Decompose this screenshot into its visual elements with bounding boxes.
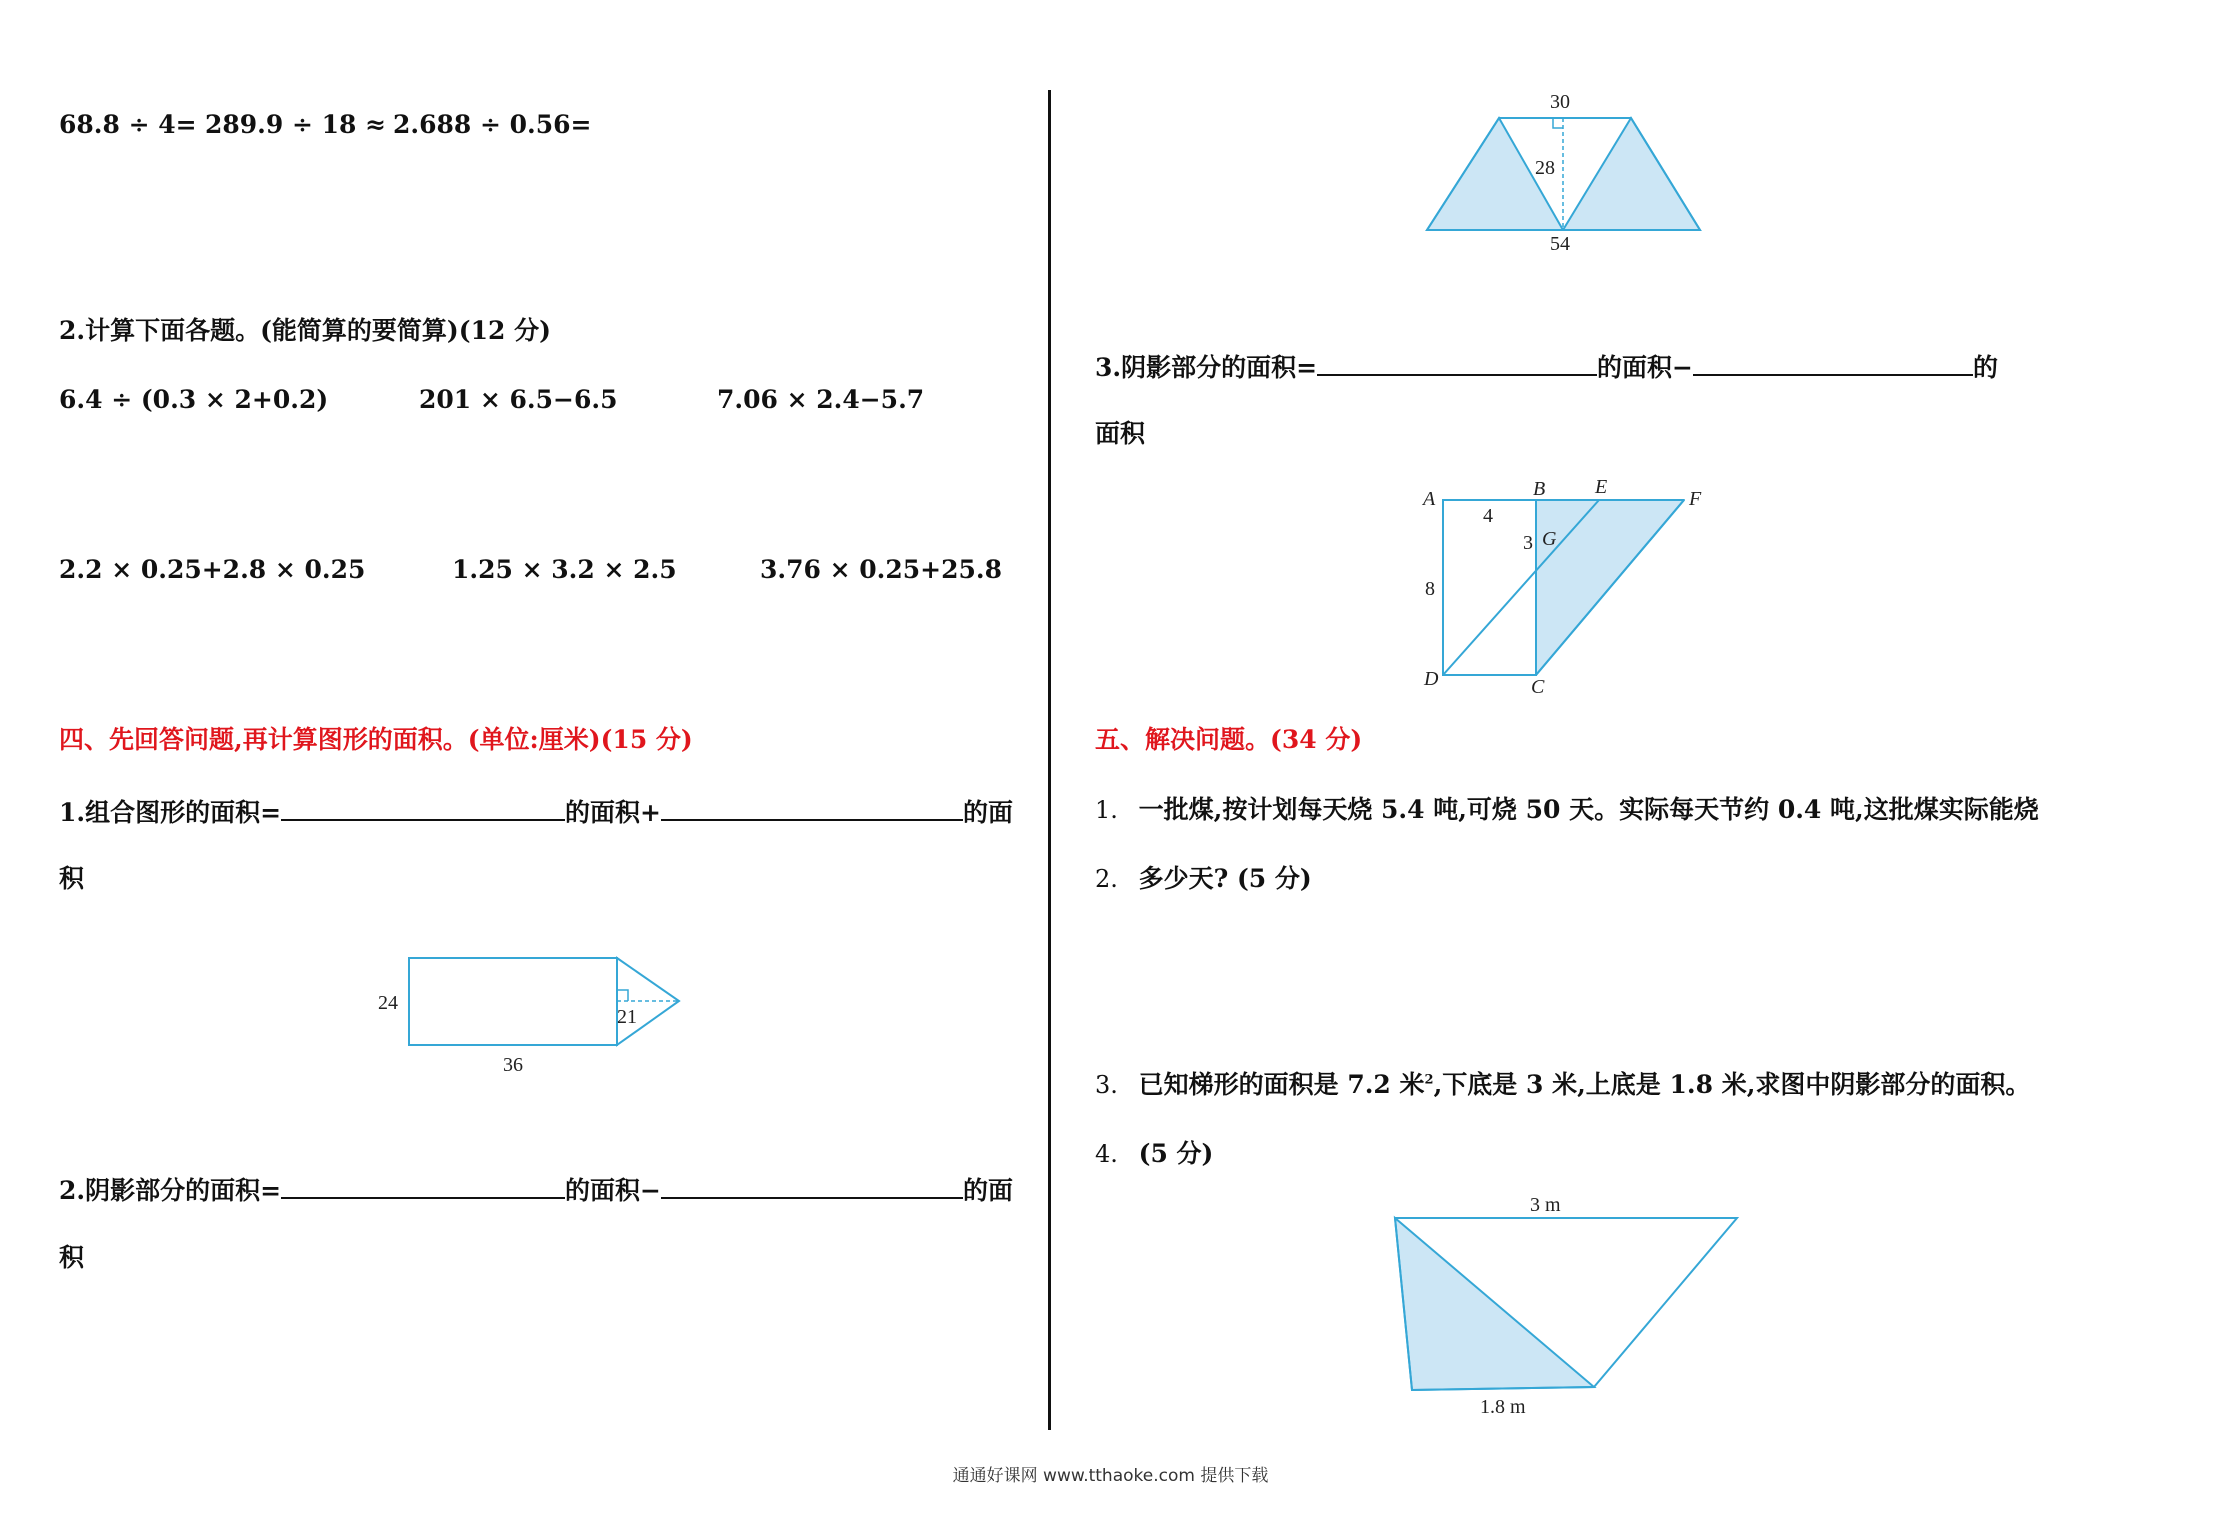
fig1-label-triangle-height: 21 bbox=[617, 1006, 637, 1028]
division-1: 68.8 ÷ 4= bbox=[59, 110, 197, 139]
trap-label-top: 30 bbox=[1550, 91, 1570, 113]
division-3: 2.688 ÷ 0.56= bbox=[393, 110, 592, 139]
section-5-title: 五、解决问题。(34 分) bbox=[1095, 725, 1363, 754]
q2-expr-1: 6.4 ÷ (0.3 × 2+0.2) bbox=[59, 385, 329, 414]
section-4-title: 四、先回答问题,再计算图形的面积。(单位:厘米)(15 分) bbox=[59, 725, 693, 754]
label-b: B bbox=[1533, 478, 1546, 500]
trap-label-height: 28 bbox=[1535, 157, 1555, 179]
q4-2-suffix: 的面 bbox=[963, 1176, 1014, 1205]
problem-3 bbox=[1095, 1072, 2030, 1097]
problem-3-text: 已知梯形的面积是 7.2 米 bbox=[1138, 1070, 1425, 1099]
label-ab-length: 4 bbox=[1483, 505, 1493, 527]
q2-expr-2: 201 × 6.5−6.5 bbox=[419, 385, 618, 414]
label-e: E bbox=[1595, 476, 1608, 498]
label-g: G bbox=[1542, 528, 1557, 550]
label-f: F bbox=[1689, 488, 1702, 510]
problem-3-num: 3. bbox=[1095, 1071, 1118, 1099]
label-c: C bbox=[1531, 676, 1545, 698]
trap-label-bottom: 54 bbox=[1550, 233, 1570, 255]
q4-2-blank-1[interactable] bbox=[281, 1175, 565, 1199]
q4-1-middle: 的面积+ bbox=[565, 798, 661, 827]
fig1-rectangle bbox=[409, 958, 617, 1045]
q4-3-blank-2[interactable] bbox=[1693, 352, 1973, 376]
q4-1-line bbox=[59, 797, 1013, 825]
problem-2-num: 2. bbox=[1095, 865, 1118, 893]
q4-1-wrap: 积 bbox=[59, 864, 85, 893]
fig1-label-width: 36 bbox=[503, 1054, 523, 1076]
fig1-label-height: 24 bbox=[378, 992, 398, 1014]
q4-3-prefix: 3.阴影部分的面积= bbox=[1095, 353, 1318, 382]
q4-2-middle: 的面积− bbox=[565, 1176, 661, 1205]
problem-1 bbox=[1095, 797, 2039, 822]
label-bg-length: 3 bbox=[1523, 532, 1533, 554]
q2-expr-5: 1.25 × 3.2 × 2.5 bbox=[452, 555, 677, 584]
q2-expr-6: 3.76 × 0.25+25.8 bbox=[760, 555, 1002, 584]
q4-3-suffix: 的 bbox=[1973, 353, 1999, 382]
trap-right-angle bbox=[1553, 118, 1563, 128]
label-ad-length: 8 bbox=[1425, 578, 1435, 600]
q4-1-blank-2[interactable] bbox=[661, 797, 963, 821]
problem-1-text: 一批煤,按计划每天烧 5.4 吨,可烧 50 天。实际每天节约 0.4 吨,这批煤实际能烧 bbox=[1138, 795, 2039, 824]
footer: 通通好课网 www.tthaoke.com 提供下载 bbox=[952, 1466, 1269, 1486]
trap2-label-top: 3 m bbox=[1530, 1194, 1561, 1216]
q4-1-suffix: 的面 bbox=[963, 798, 1014, 827]
q4-2-wrap: 积 bbox=[59, 1243, 85, 1272]
trap2-label-bottom: 1.8 m bbox=[1480, 1396, 1526, 1418]
q2-expr-3: 7.06 × 2.4−5.7 bbox=[717, 385, 925, 414]
fig1-right-angle-mark bbox=[617, 990, 628, 1001]
q4-3-middle: 的面积− bbox=[1597, 353, 1693, 382]
q4-2-blank-2[interactable] bbox=[661, 1175, 963, 1199]
label-d: D bbox=[1424, 668, 1439, 690]
q2-title: 2.计算下面各题。(能简算的要简算)(12 分) bbox=[59, 316, 551, 345]
q4-3-line bbox=[1095, 352, 1998, 380]
composite-figure bbox=[360, 940, 700, 1080]
division-2: 289.9 ÷ 18 ≈ bbox=[205, 110, 387, 139]
q4-1-prefix: 1.组合图形的面积= bbox=[59, 798, 282, 827]
column-divider bbox=[1048, 90, 1051, 1430]
problem-3-sup: 2 bbox=[1424, 1072, 1434, 1088]
q4-3-blank-1[interactable] bbox=[1317, 352, 1597, 376]
trapezoid-figure bbox=[1420, 88, 1720, 258]
problem-1-num: 1. bbox=[1095, 796, 1118, 824]
q4-2-prefix: 2.阴影部分的面积= bbox=[59, 1176, 282, 1205]
q2-expr-4: 2.2 × 0.25+2.8 × 0.25 bbox=[59, 555, 366, 584]
trap-shaded-right bbox=[1563, 118, 1700, 230]
q4-2-line bbox=[59, 1175, 1013, 1203]
problem-3-text-after: ,下底是 3 米,上底是 1.8 米,求图中阴影部分的面积。 bbox=[1433, 1070, 2031, 1099]
rectangle-parallelogram-figure bbox=[1415, 475, 1715, 705]
problem-2-text: 多少天? (5 分) bbox=[1138, 864, 1312, 893]
label-a: A bbox=[1423, 488, 1436, 510]
problem-4 bbox=[1095, 1141, 1213, 1166]
problem-4-num: 4. bbox=[1095, 1140, 1118, 1168]
trapezoid-2-figure bbox=[1380, 1185, 1760, 1425]
problem-4-text: (5 分) bbox=[1138, 1139, 1214, 1168]
q4-3-wrap: 面积 bbox=[1095, 419, 1146, 448]
trap2-shaded-triangle bbox=[1395, 1218, 1594, 1390]
problem-2 bbox=[1095, 866, 1312, 891]
q4-1-blank-1[interactable] bbox=[281, 797, 565, 821]
